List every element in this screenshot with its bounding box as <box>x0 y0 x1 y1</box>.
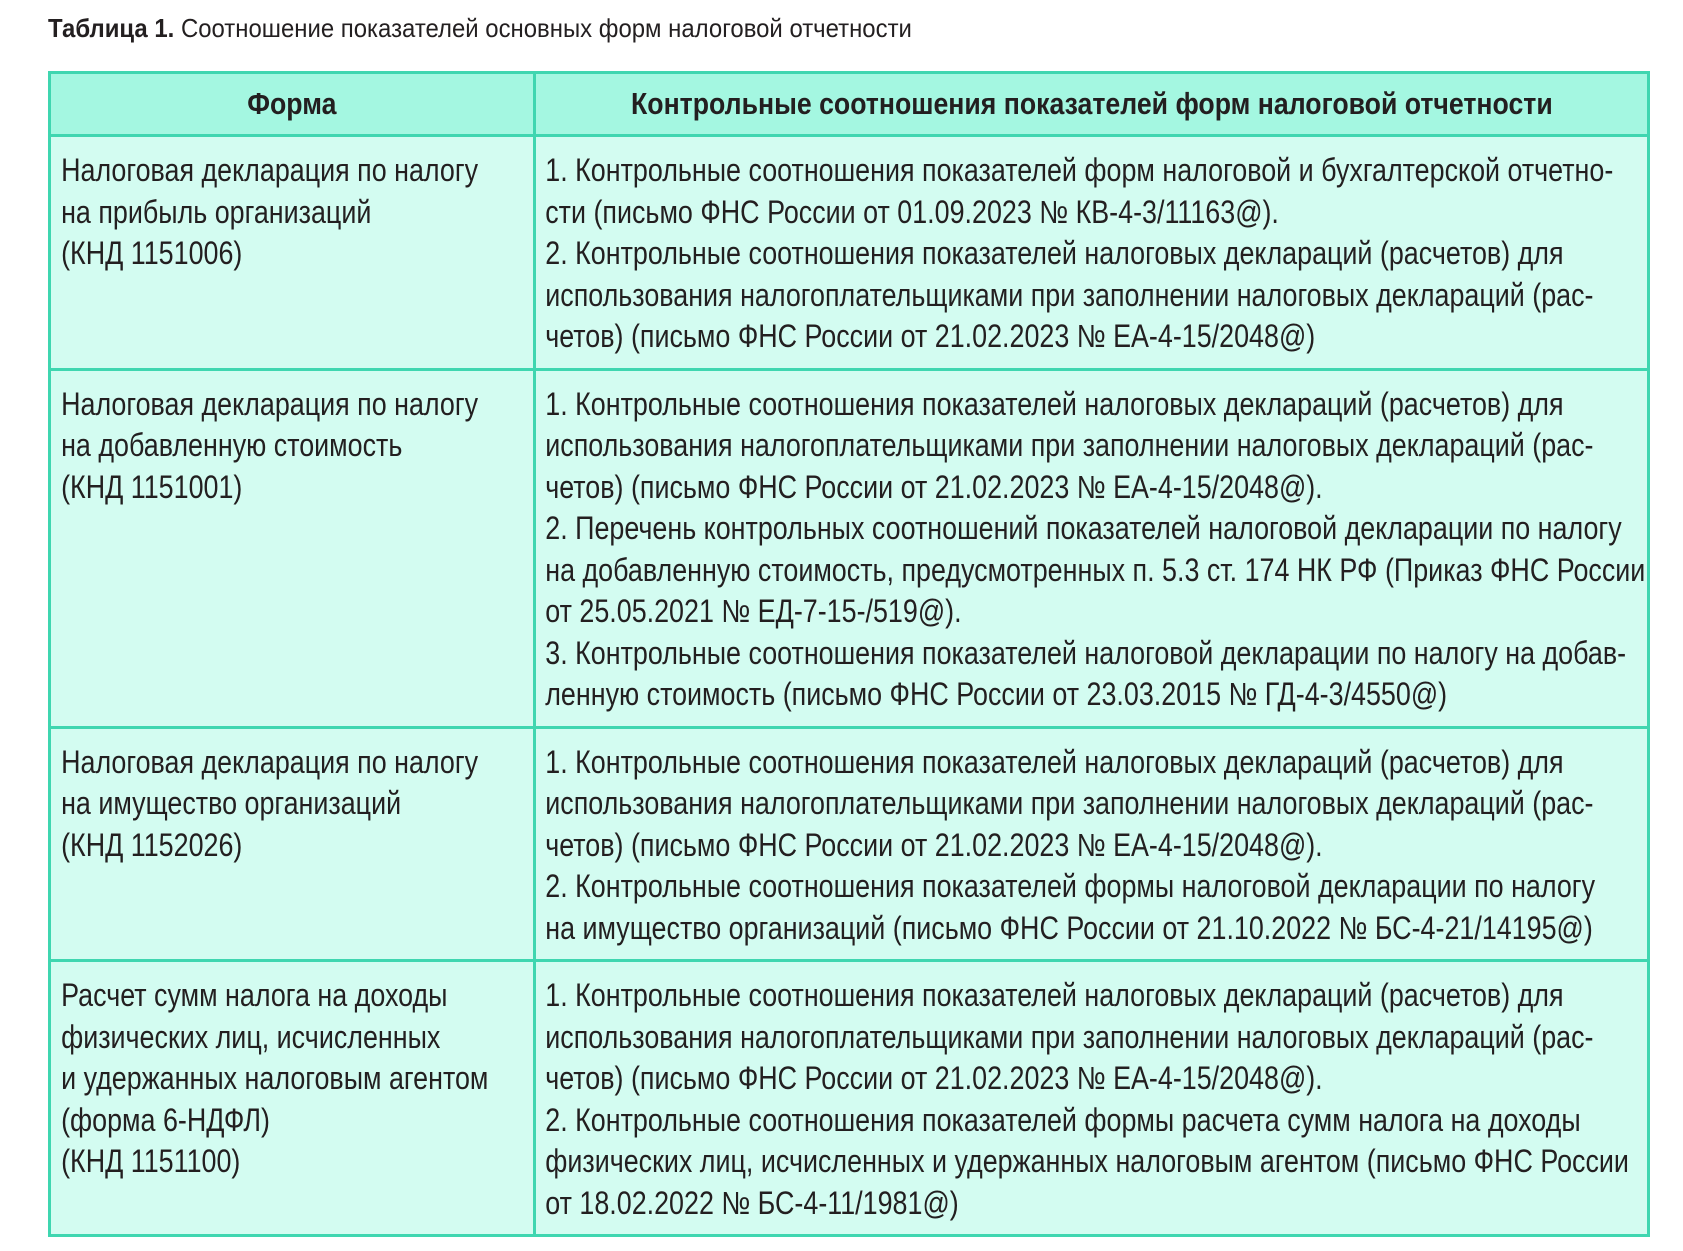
ratio-line: использования налогоплательщиками при заполнении налоговых деклараций (рас- <box>545 427 1594 463</box>
ratio-line: ленную стоимость (письмо ФНС России от 23.03.2015 № ГД-4-3/4550@) <box>545 676 1448 712</box>
ratio-line: на имущество организаций (письмо ФНС России от 21.10.2022 № БС-4-21/14195@) <box>545 909 1593 946</box>
form-line: Налоговая декларация по налогу <box>61 385 479 422</box>
ratio-line: 3. Контрольные соотношения показателей налоговой декларации по налогу на добав- <box>545 634 1627 671</box>
ratio-line: использования налогоплательщиками при заполнении налоговых деклараций (рас- <box>545 276 1594 313</box>
form-cell <box>50 369 535 727</box>
tax-forms-table <box>48 71 1650 1237</box>
form-line: Расчет сумм налога на доходы <box>61 977 448 1013</box>
caption-label: Таблица 1. <box>48 13 175 43</box>
ratio-line: использования налогоплательщиками при заполнении налоговых деклараций (рас- <box>545 785 1594 821</box>
form-line: (форма 6-НДФЛ) <box>61 1101 271 1138</box>
header-form: Форма <box>50 73 535 136</box>
table-row <box>50 136 1649 370</box>
ratios-cell <box>535 136 1649 370</box>
table-row <box>50 961 1649 1236</box>
ratio-line: физических лиц, исчисленных и удержанных налоговым агентом (письмо ФНС России <box>545 1143 1629 1179</box>
ratio-line: четов) (письмо ФНС России от 21.02.2023 № ЕА-4-15/2048@). <box>545 468 1323 505</box>
ratio-line: от 25.05.2021 № ЕД-7-15-/519@). <box>545 593 962 629</box>
ratio-line: использования налогоплательщиками при заполнении налоговых деклараций (рас- <box>545 1018 1594 1055</box>
header-ratios: Контрольные соотношения показателей форм налоговой отчетности <box>535 73 1649 136</box>
table-caption <box>48 12 912 44</box>
ratio-line: сти (письмо ФНС России от 01.09.2023 № КВ-4-3/11163@). <box>545 193 1279 230</box>
ratio-line: 1. Контрольные соотношения показателей налоговых деклараций (расчетов) для <box>545 743 1564 780</box>
ratios-cell <box>535 727 1649 961</box>
form-cell <box>50 961 535 1236</box>
ratio-line: 1. Контрольные соотношения показателей налоговых деклараций (расчетов) для <box>545 385 1564 422</box>
form-line: Налоговая декларация по налогу <box>61 152 479 188</box>
ratio-line: 2. Контрольные соотношения показателей формы налоговой декларации по налогу <box>545 868 1596 904</box>
form-line: на имущество организаций <box>61 785 402 821</box>
table-row <box>50 369 1649 727</box>
form-line: (КНД 1151006) <box>61 235 243 271</box>
caption-text: Соотношение показателей основных форм налоговой отчетности <box>180 13 912 43</box>
ratio-line: четов) (письмо ФНС России от 21.02.2023 № ЕА-4-15/2048@). <box>545 826 1323 863</box>
header-row <box>50 73 1649 136</box>
form-line: физических лиц, исчисленных <box>61 1018 441 1055</box>
form-line: (КНД 1152026) <box>61 826 243 863</box>
form-line: Налоговая декларация по налогу <box>61 743 479 780</box>
ratios-cell <box>535 369 1649 727</box>
table-row <box>50 727 1649 961</box>
ratios-cell <box>535 961 1649 1236</box>
form-line: на прибыль организаций <box>61 193 372 230</box>
form-line: (КНД 1151100) <box>61 1143 241 1179</box>
form-line: (КНД 1151001) <box>61 468 243 505</box>
form-line: на добавленную стоимость <box>61 427 403 463</box>
ratio-line: 1. Контрольные соотношения показателей форм налоговой и бухгалтерской отчетно- <box>545 152 1614 188</box>
form-line: и удержанных налоговым агентом <box>61 1060 489 1096</box>
ratio-line: 2. Перечень контрольных соотношений показателей налоговой декларации по налогу <box>545 510 1622 546</box>
form-cell <box>50 727 535 961</box>
ratio-line: четов) (письмо ФНС России от 21.02.2023 № ЕА-4-15/2048@). <box>545 1060 1323 1096</box>
ratio-line: от 18.02.2022 № БС-4-11/1981@) <box>545 1184 959 1221</box>
form-cell <box>50 136 535 370</box>
ratio-line: четов) (письмо ФНС России от 21.02.2023 № ЕА-4-15/2048@) <box>545 318 1316 354</box>
ratio-line: на добавленную стоимость, предусмотренных п. 5.3 ст. 174 НК РФ (Приказ ФНС России <box>545 551 1646 588</box>
ratio-line: 2. Контрольные соотношения показателей налоговых деклараций (расчетов) для <box>545 235 1564 271</box>
ratio-line: 2. Контрольные соотношения показателей формы расчета сумм налога на доходы <box>545 1101 1581 1138</box>
ratio-line: 1. Контрольные соотношения показателей налоговых деклараций (расчетов) для <box>545 977 1564 1013</box>
